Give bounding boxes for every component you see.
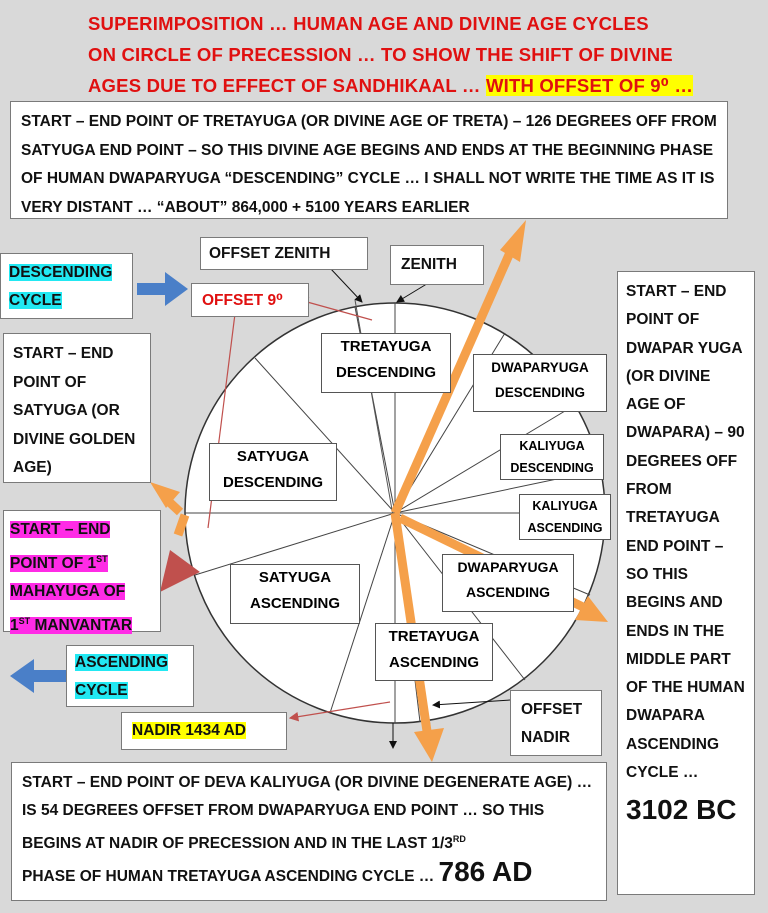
sector-kaliyuga-descending: [500, 434, 604, 480]
kali-point-text-1: START – END POINT OF DEVA KALIYUGA (OR DIVINE DEGENERATE AGE) … IS 54 DEGREES OFFSET FROM DWAPARYUGA END POINT …: [22, 774, 593, 819]
dwapara-year: 3102 BC: [626, 794, 737, 826]
kali-point-box: [11, 762, 607, 901]
sector-tretayuga-ascending-text: TRETAYUGA ASCENDING: [388, 628, 480, 671]
mahayuga-line2-text: POINT OF 1: [10, 554, 97, 572]
offset-nadir-label: [510, 690, 602, 756]
offset-nadir-text: OFFSET NADIR: [521, 701, 583, 746]
kali-point-sup: RD: [452, 834, 466, 844]
offset-zenith-label: [200, 237, 368, 270]
sector-kaliyuga-descending-text: KALIYUGA DESCENDING: [510, 439, 594, 475]
ascending-cycle-line2: CYCLE: [75, 682, 128, 699]
satyuga-point-text: START – END POINT OF SATYUGA (OR DIVINE GOLDEN AGE): [13, 345, 136, 476]
sector-tretayuga-ascending: [375, 623, 493, 681]
arrow-head-kali: [414, 728, 444, 762]
title-line-1: SUPERIMPOSITION … HUMAN AGE AND DIVINE AGE CYCLES: [88, 13, 649, 34]
title-line-2: ON CIRCLE OF PRECESSION … TO SHOW THE SHIFT OF DIVINE: [88, 44, 673, 65]
descending-cycle-line2: CYCLE: [9, 292, 62, 309]
mahayuga-line3: MAHAYUGA OF: [10, 583, 126, 601]
kali-point-text-3: PHASE OF HUMAN TRETAYUGA ASCENDING CYCLE …: [22, 868, 435, 886]
ascending-cycle-box: [66, 645, 194, 707]
sector-satyuga-ascending: [230, 564, 360, 624]
nadir-text: NADIR 1434 AD: [132, 722, 246, 739]
mahayuga-line2: [10, 555, 108, 572]
sector-satyuga-descending-text: SATYUGA DESCENDING: [222, 448, 323, 491]
mahayuga-line4-end: MANVANTAR: [30, 616, 133, 634]
mahayuga-line4-text: 1: [10, 616, 19, 634]
satyuga-point-box: [3, 333, 151, 483]
nadir-label: [121, 712, 287, 750]
sector-dwaparyuga-ascending-text: DWAPARYUGA ASCENDING: [457, 559, 559, 600]
mahayuga-line4-sup: ST: [18, 615, 31, 626]
title-highlight: WITH OFFSET OF 9⁰ …: [485, 75, 694, 96]
sector-satyuga-ascending-text: SATYUGA ASCENDING: [249, 569, 340, 612]
offset-9-text: OFFSET 9⁰: [202, 292, 283, 309]
dwapara-point-box: [617, 271, 755, 895]
zenith-text: ZENITH: [401, 256, 457, 273]
treta-start-end-text: START – END POINT OF TRETAYUGA (OR DIVINE AGE OF TRETA) – 126 DEGREES OFF FROM SATYUGA END POINT – SO THIS DIVINE AGE BEGINS AND ENDS AT THE BEGINNING PHASE OF HUMAN DWAPARYUGA “DESCENDING” CYCLE … I SHALL NOT WRITE THE TIME AS IT IS VERY DISTANT … “ABOUT” 864,000 + 5100 YEARS EARLIER: [21, 113, 717, 216]
descending-cycle-line1: DESCENDING: [9, 264, 113, 281]
mahayuga-line1: START – END: [10, 521, 111, 538]
descending-cycle-box: [0, 253, 133, 319]
sector-kaliyuga-ascending: [519, 494, 611, 540]
mahayuga-point-box: [3, 510, 161, 632]
kali-point-text-2: SO THIS BEGINS AT NADIR OF PRECESSION AND IN THE LAST 1/3: [22, 802, 545, 853]
sector-satyuga-descending: [209, 443, 337, 501]
offset-9-label: [191, 283, 309, 317]
sector-tretayuga-descending-text: TRETAYUGA DESCENDING: [335, 338, 436, 381]
sector-kaliyuga-ascending-text: KALIYUGA ASCENDING: [527, 499, 603, 535]
ascending-cycle-line1: ASCENDING: [75, 654, 169, 671]
sector-dwaparyuga-ascending: [442, 554, 574, 612]
sector-dwaparyuga-descending-text: DWAPARYUGA DESCENDING: [491, 360, 589, 400]
kali-year: 786 AD: [438, 856, 533, 888]
mahayuga-line4: [10, 617, 132, 634]
zenith-label: [390, 245, 484, 285]
dwapara-point-text: START – END POINT OF DWAPAR YUGA (OR DIVINE AGE OF DWAPARA) – 90 DEGREES OFF FROM TRETAYUGA END POINT – SO THIS BEGINS AND ENDS IN THE MIDDLE PART OF THE HUMAN DWAPARA ASCENDING CYCLE …: [626, 283, 745, 782]
title-line-3-main: AGES DUE TO EFFECT OF SANDHIKAAL …: [88, 75, 481, 96]
treta-start-end-box: [10, 101, 728, 219]
sector-dwaparyuga-descending: [473, 354, 607, 412]
offset-zenith-text: OFFSET ZENITH: [209, 245, 331, 262]
mahayuga-line2-sup: ST: [96, 553, 108, 564]
sector-tretayuga-descending: [321, 333, 451, 393]
